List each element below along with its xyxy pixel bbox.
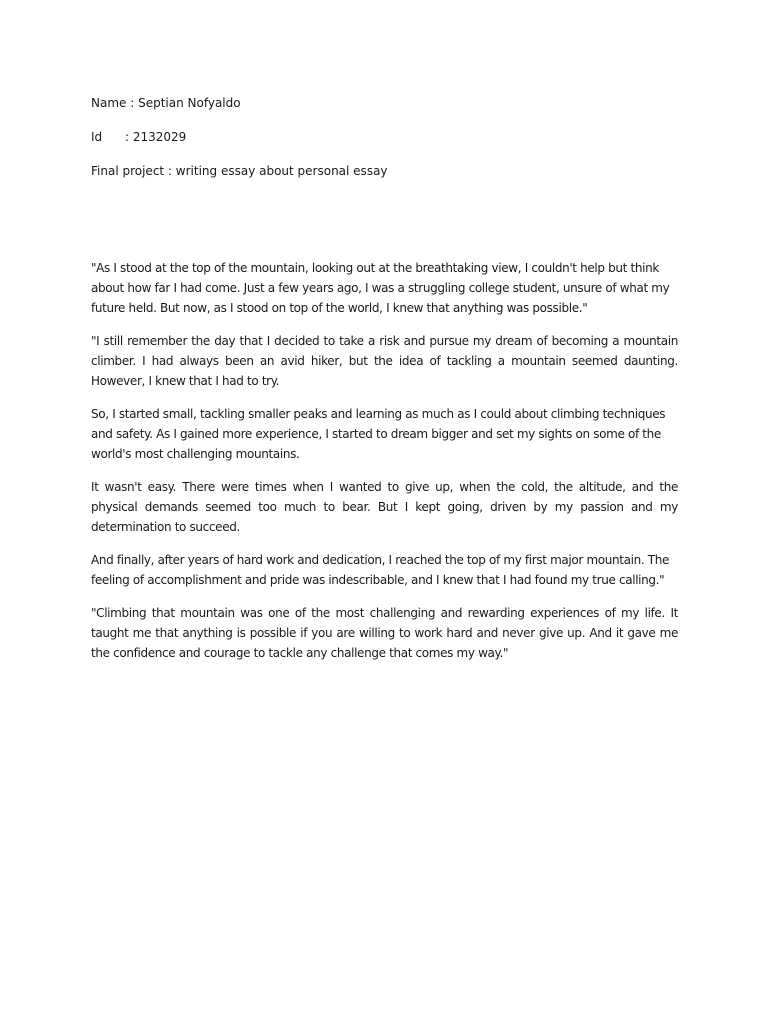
- essay-paragraph-4: It wasn't easy. There were times when I wanted to give up, when the cold, the altitude, and the physical demands seemed too much to bear. But I kept going, driven by my passion and my determination to succeed.: [91, 480, 678, 534]
- document-header: [91, 94, 681, 196]
- essay-paragraph-6: "Climbing that mountain was one of the most challenging and rewarding experiences of my life. It taught me that anything is possible if you are willing to work hard and never give up. And it gave me the confidence and courage to tackle any challenge that comes my way.": [91, 606, 678, 660]
- essay-paragraph-2: "I still remember the day that I decided to take a risk and pursue my dream of becoming a mountain climber. I had always been an avid hiker, but the idea of tackling a mountain seemed daunting. However, I knew that I had to try.: [91, 334, 678, 388]
- essay-paragraph-3: So, I started small, tackling smaller peaks and learning as much as I could about climbing techniques and safety. As I gained more experience, I started to dream bigger and set my sights on some of the world's most challenging mountains.: [91, 407, 666, 461]
- project-title-line: Final project : writing essay about personal essay: [91, 164, 388, 178]
- student-id-label: Id: [91, 130, 103, 144]
- student-id-line: [91, 128, 681, 146]
- student-name-line: Name : Septian Nofyaldo: [91, 96, 241, 110]
- essay-body: [91, 258, 678, 676]
- student-id-value: : 2132029: [125, 130, 187, 144]
- essay-paragraph-1: "As I stood at the top of the mountain, looking out at the breathtaking view, I couldn't help but think about how far I had come. Just a few years ago, I was a struggling college student, unsure of what my future held. But now, as I stood on top of the world, I knew that anything was possible.": [91, 261, 670, 315]
- essay-paragraph-5: And finally, after years of hard work and dedication, I reached the top of my first major mountain. The feeling of accomplishment and pride was indescribable, and I knew that I had found my true calling.": [91, 553, 670, 587]
